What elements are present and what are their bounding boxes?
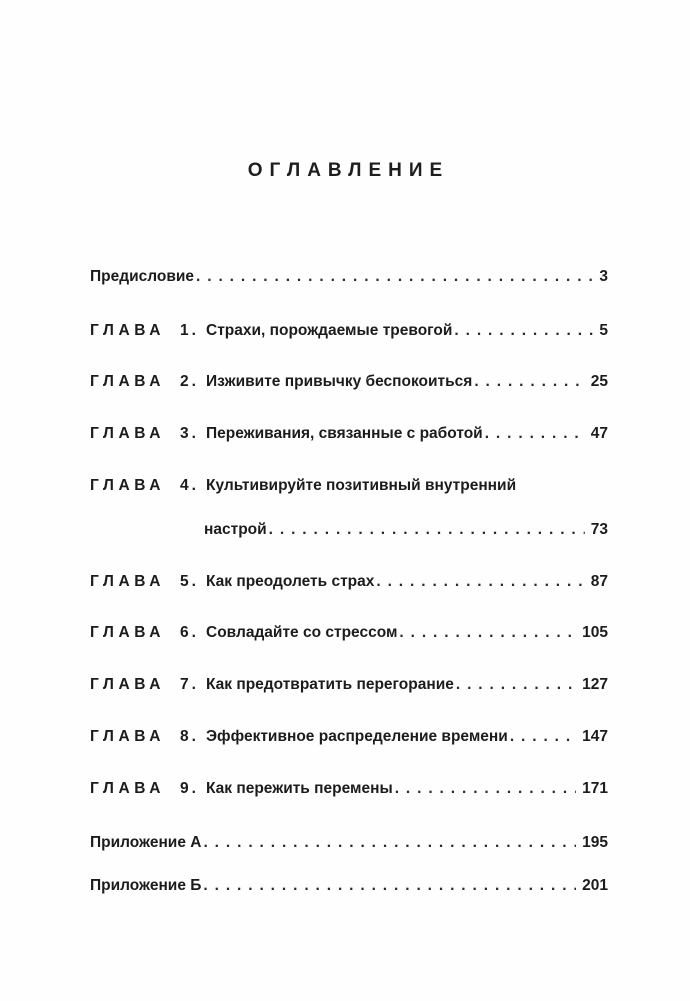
chapter-number: 4 . [180, 477, 196, 494]
entry-title: Приложение Б [90, 877, 202, 894]
dot-leader [510, 728, 576, 746]
chapter-label: ГЛАВА [90, 624, 166, 641]
dot-leader [454, 322, 593, 340]
chapter-label: ГЛАВА [90, 477, 166, 494]
entry-title: Страхи, порождаемые тревогой [206, 322, 453, 339]
toc-entry-chapter-4-continued[interactable] [90, 521, 608, 543]
page-title: ОГЛАВЛЕНИЕ [247, 160, 450, 181]
chapter-number: 1 . [180, 322, 196, 339]
toc-entry-chapter-2[interactable] [90, 373, 608, 395]
chapter-label: ГЛАВА [90, 322, 166, 339]
page-number: 3 [599, 268, 608, 285]
chapter-label: ГЛАВА [90, 425, 166, 442]
dot-leader [269, 521, 585, 539]
page-number: 147 [582, 728, 608, 745]
entry-title: Переживания, связанные с работой [206, 425, 483, 442]
dot-leader [399, 624, 576, 642]
page-number: 105 [582, 624, 608, 641]
chapter-number: 2 . [180, 373, 196, 390]
entry-title: Как преодолеть страх [206, 573, 375, 590]
page-number: 87 [590, 573, 608, 590]
page-number: 171 [582, 780, 608, 797]
page-number: 195 [582, 834, 608, 851]
toc-entry-chapter-5[interactable] [90, 573, 608, 595]
entry-title: Как предотвратить перегорание [206, 676, 454, 693]
entry-title: Приложение А [90, 834, 202, 851]
page-number: 201 [582, 877, 608, 894]
dot-leader [474, 373, 584, 391]
chapter-label: ГЛАВА [90, 676, 166, 693]
toc-entry-chapter-7[interactable] [90, 676, 608, 698]
chapter-label: ГЛАВА [90, 780, 166, 797]
dot-leader [203, 877, 576, 895]
toc-entry-chapter-3[interactable] [90, 425, 608, 447]
entry-title: Как пережить перемены [206, 780, 393, 797]
entry-title: Эффективное распределение времени [206, 728, 508, 745]
toc-entry-appendix-a[interactable] [90, 834, 608, 856]
chapter-number: 8 . [180, 728, 196, 745]
dot-leader [485, 425, 585, 443]
chapter-label: ГЛАВА [90, 573, 166, 590]
chapter-number: 9 . [180, 780, 196, 797]
dot-leader [456, 676, 576, 694]
chapter-number: 5 . [180, 573, 196, 590]
dot-leader [196, 268, 593, 286]
entry-title: Изживите привычку беспокоиться [206, 373, 473, 390]
toc-entry-chapter-8[interactable] [90, 728, 608, 750]
chapter-label: ГЛАВА [90, 373, 166, 390]
page-number: 47 [590, 425, 608, 442]
toc-entry-chapter-9[interactable] [90, 780, 608, 802]
chapter-number: 3 . [180, 425, 196, 442]
toc-entry-chapter-6[interactable] [90, 624, 608, 646]
entry-title-continued: настрой [204, 521, 267, 538]
dot-leader [376, 573, 584, 591]
entry-title: Совладайте со стрессом [206, 624, 398, 641]
page-number: 5 [599, 322, 608, 339]
chapter-label: ГЛАВА [90, 728, 166, 745]
entry-title: Предисловие [90, 268, 195, 285]
toc-entry-chapter-1[interactable] [90, 322, 608, 344]
entry-title: Культивируйте позитивный внутренний [206, 477, 517, 494]
chapter-number: 6 . [180, 624, 196, 641]
toc-entry-chapter-4[interactable] [90, 477, 608, 499]
toc-entry-preface[interactable] [90, 268, 608, 290]
chapter-number: 7 . [180, 676, 196, 693]
page-number: 25 [590, 373, 608, 390]
dot-leader [203, 834, 576, 852]
dot-leader [395, 780, 576, 798]
page-number: 127 [582, 676, 608, 693]
toc-entry-appendix-b[interactable] [90, 877, 608, 899]
page-number: 73 [590, 521, 608, 538]
